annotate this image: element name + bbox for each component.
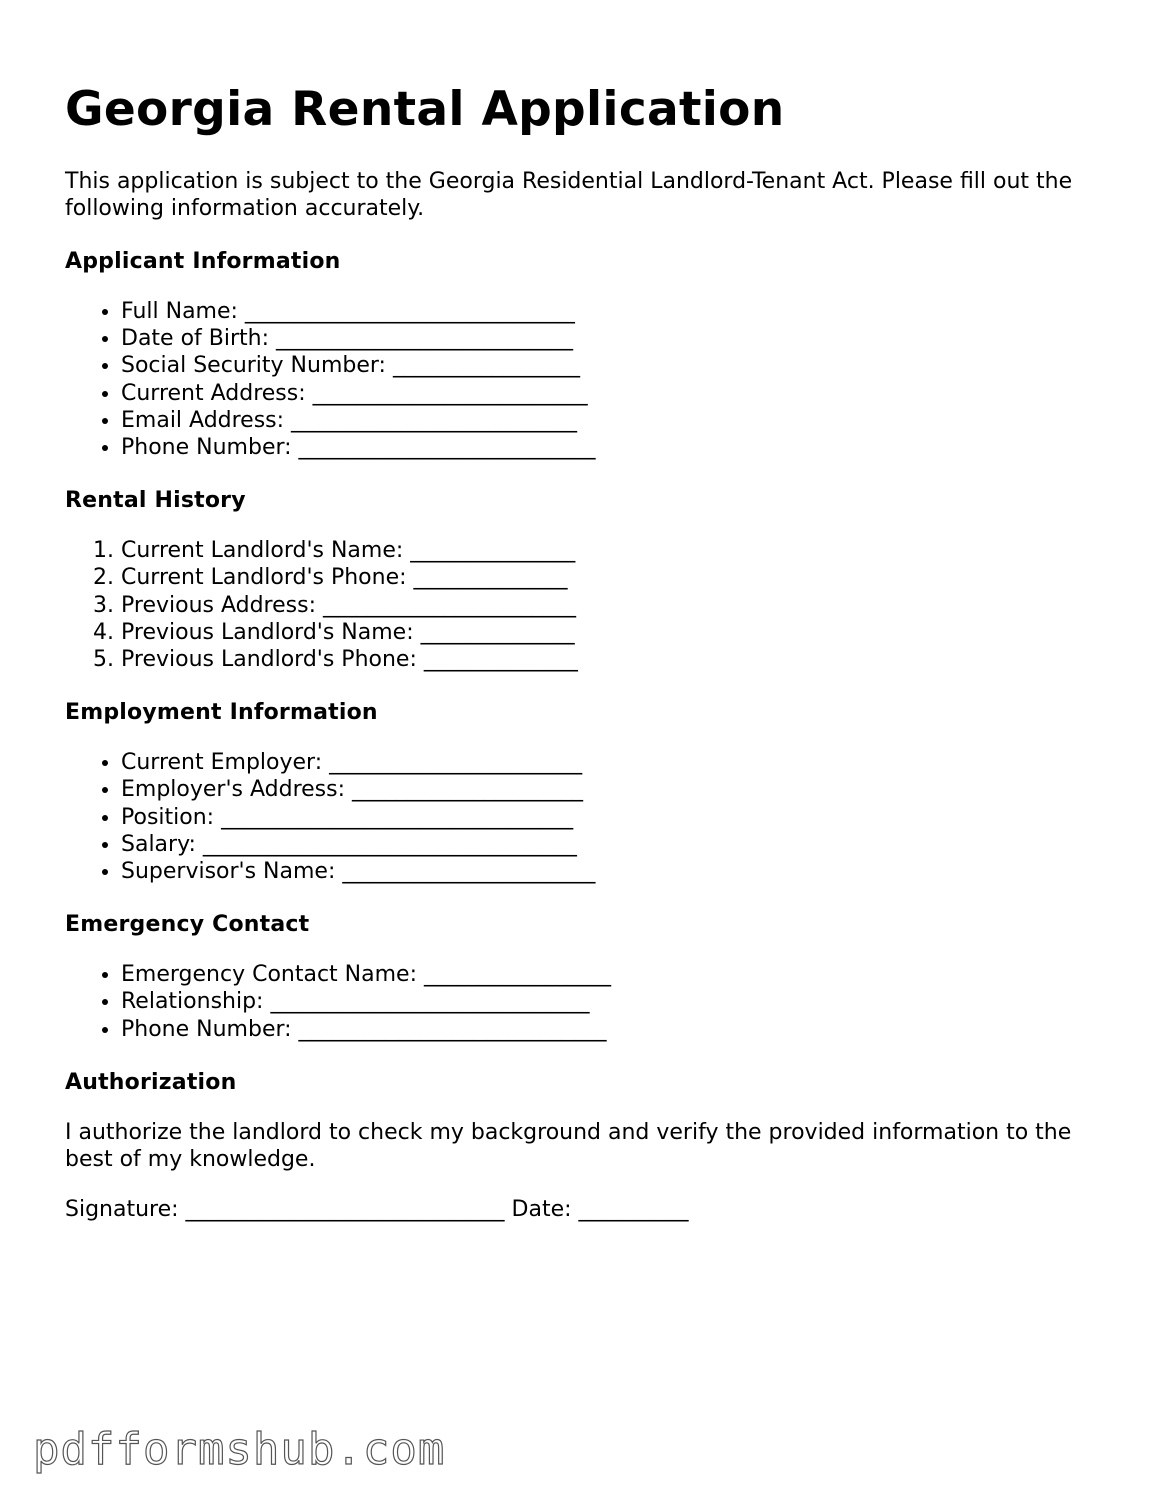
applicant-field-email[interactable]: • Email Address: __________________________ bbox=[121, 407, 1125, 434]
employment-field-supervisor-name[interactable]: • Supervisor's Name: _______________________ bbox=[121, 858, 1125, 885]
rental-field-previous-address[interactable]: 3. Previous Address: _______________________ bbox=[121, 592, 1125, 619]
intro-paragraph: This application is subject to the Georgia Residential Landlord-Tenant Act. Please fill out the following information accurately. bbox=[65, 169, 1073, 221]
applicant-field-current-address[interactable]: • Current Address: _________________________ bbox=[121, 380, 1125, 407]
rental-field-previous-landlord-phone[interactable]: 5. Previous Landlord's Phone: ______________ bbox=[121, 646, 1125, 673]
employment-field-position[interactable]: • Position: ________________________________ bbox=[121, 804, 1125, 831]
applicant-field-full-name[interactable]: • Full Name: ______________________________ bbox=[121, 298, 1125, 325]
applicant-field-phone[interactable]: • Phone Number: ___________________________ bbox=[121, 434, 1125, 461]
section-heading-emergency: Emergency Contact bbox=[65, 912, 310, 938]
emergency-field-relationship[interactable]: • Relationship: _____________________________ bbox=[121, 988, 1125, 1015]
emergency-field-contact-name[interactable]: • Emergency Contact Name: _________________ bbox=[121, 961, 1125, 988]
signature-date-line[interactable]: Signature: _____________________________ Date: __________ bbox=[65, 1196, 689, 1222]
section-heading-rental-history: Rental History bbox=[65, 488, 246, 514]
section-heading-applicant: Applicant Information bbox=[65, 249, 341, 274]
employment-list bbox=[65, 749, 1125, 885]
emergency-list bbox=[65, 961, 1125, 1043]
applicant-field-date-of-birth[interactable]: • Date of Birth: ___________________________ bbox=[121, 325, 1125, 352]
page-title: Georgia Rental Application bbox=[65, 82, 785, 137]
section-heading-authorization: Authorization bbox=[65, 1069, 237, 1095]
applicant-field-ssn[interactable]: • Social Security Number: _________________ bbox=[121, 352, 1125, 379]
emergency-field-phone[interactable]: • Phone Number: ____________________________ bbox=[121, 1016, 1125, 1043]
watermark: pdfformshub.com bbox=[33, 1424, 446, 1475]
rental-field-previous-landlord-name[interactable]: 4. Previous Landlord's Name: ______________ bbox=[121, 619, 1125, 646]
employment-field-salary[interactable]: • Salary: __________________________________ bbox=[121, 831, 1125, 858]
applicant-list bbox=[65, 298, 1125, 461]
rental-application-document bbox=[65, 82, 1125, 1223]
employment-field-employer-address[interactable]: • Employer's Address: _____________________ bbox=[121, 776, 1125, 803]
rental-field-current-landlord-phone[interactable]: 2. Current Landlord's Phone: ______________ bbox=[121, 564, 1125, 591]
rental-history-list bbox=[65, 537, 1125, 673]
section-heading-employment: Employment Information bbox=[65, 700, 378, 726]
rental-field-current-landlord-name[interactable]: 1. Current Landlord's Name: _______________ bbox=[121, 537, 1125, 564]
employment-field-current-employer[interactable]: • Current Employer: _______________________ bbox=[121, 749, 1125, 776]
authorization-paragraph: I authorize the landlord to check my background and verify the provided information to the best of my knowledge. bbox=[65, 1119, 1072, 1172]
